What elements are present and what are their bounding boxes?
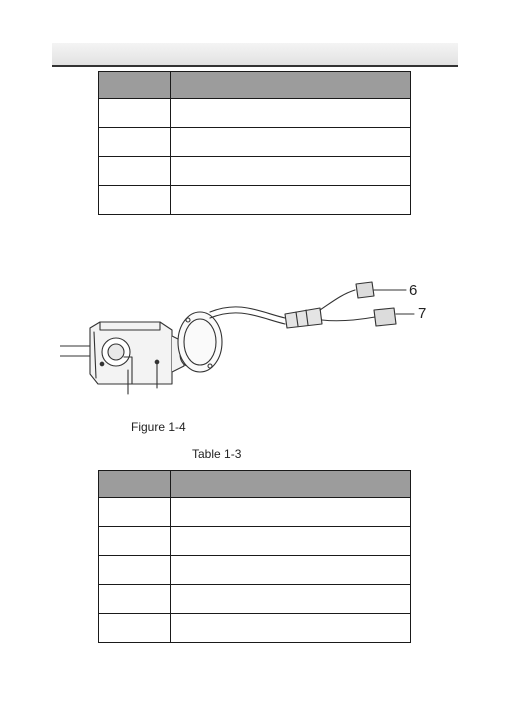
table-cell [99, 186, 171, 215]
table-cell [171, 527, 411, 556]
page-header-band [52, 43, 458, 65]
table-cell [99, 556, 171, 585]
top-table-header-row [99, 72, 411, 99]
table-cell [99, 157, 171, 186]
top-table [98, 71, 411, 215]
table-row [99, 527, 411, 556]
power-cable [320, 290, 355, 310]
table-cell [99, 498, 171, 527]
mount-base [178, 312, 222, 372]
table-row [99, 585, 411, 614]
bottom-table-header-row [99, 471, 411, 498]
table-cell [171, 614, 411, 643]
table-row [99, 157, 411, 186]
top-table-header-cell [171, 72, 411, 99]
table-cell [99, 527, 171, 556]
callout-label: 7 [418, 305, 427, 322]
table-cell [171, 128, 411, 157]
power-connector [356, 282, 374, 298]
camera-diagram [60, 262, 450, 412]
callout-label: 6 [409, 282, 418, 299]
table-cell [171, 585, 411, 614]
table-cell [171, 556, 411, 585]
network-cable [322, 317, 375, 321]
table-row [99, 186, 411, 215]
table-cell [171, 498, 411, 527]
table-caption: Table 1-3 [192, 447, 242, 461]
cable-connector [285, 308, 322, 328]
table-cell [99, 614, 171, 643]
table-row [99, 498, 411, 527]
cable [210, 307, 285, 318]
table-cell [99, 128, 171, 157]
bottom-table-header-cell [99, 471, 171, 498]
bottom-table [98, 470, 411, 643]
table-cell [99, 99, 171, 128]
page-header-rule [52, 65, 458, 67]
table-row [99, 128, 411, 157]
table-row [99, 99, 411, 128]
table-row [99, 556, 411, 585]
table-row [99, 614, 411, 643]
figure-caption: Figure 1-4 [131, 420, 186, 434]
table-cell [171, 186, 411, 215]
table-cell [171, 99, 411, 128]
table-cell [99, 585, 171, 614]
bottom-table-header-cell [171, 471, 411, 498]
table-cell [171, 157, 411, 186]
top-table-header-cell [99, 72, 171, 99]
network-connector [374, 308, 396, 326]
